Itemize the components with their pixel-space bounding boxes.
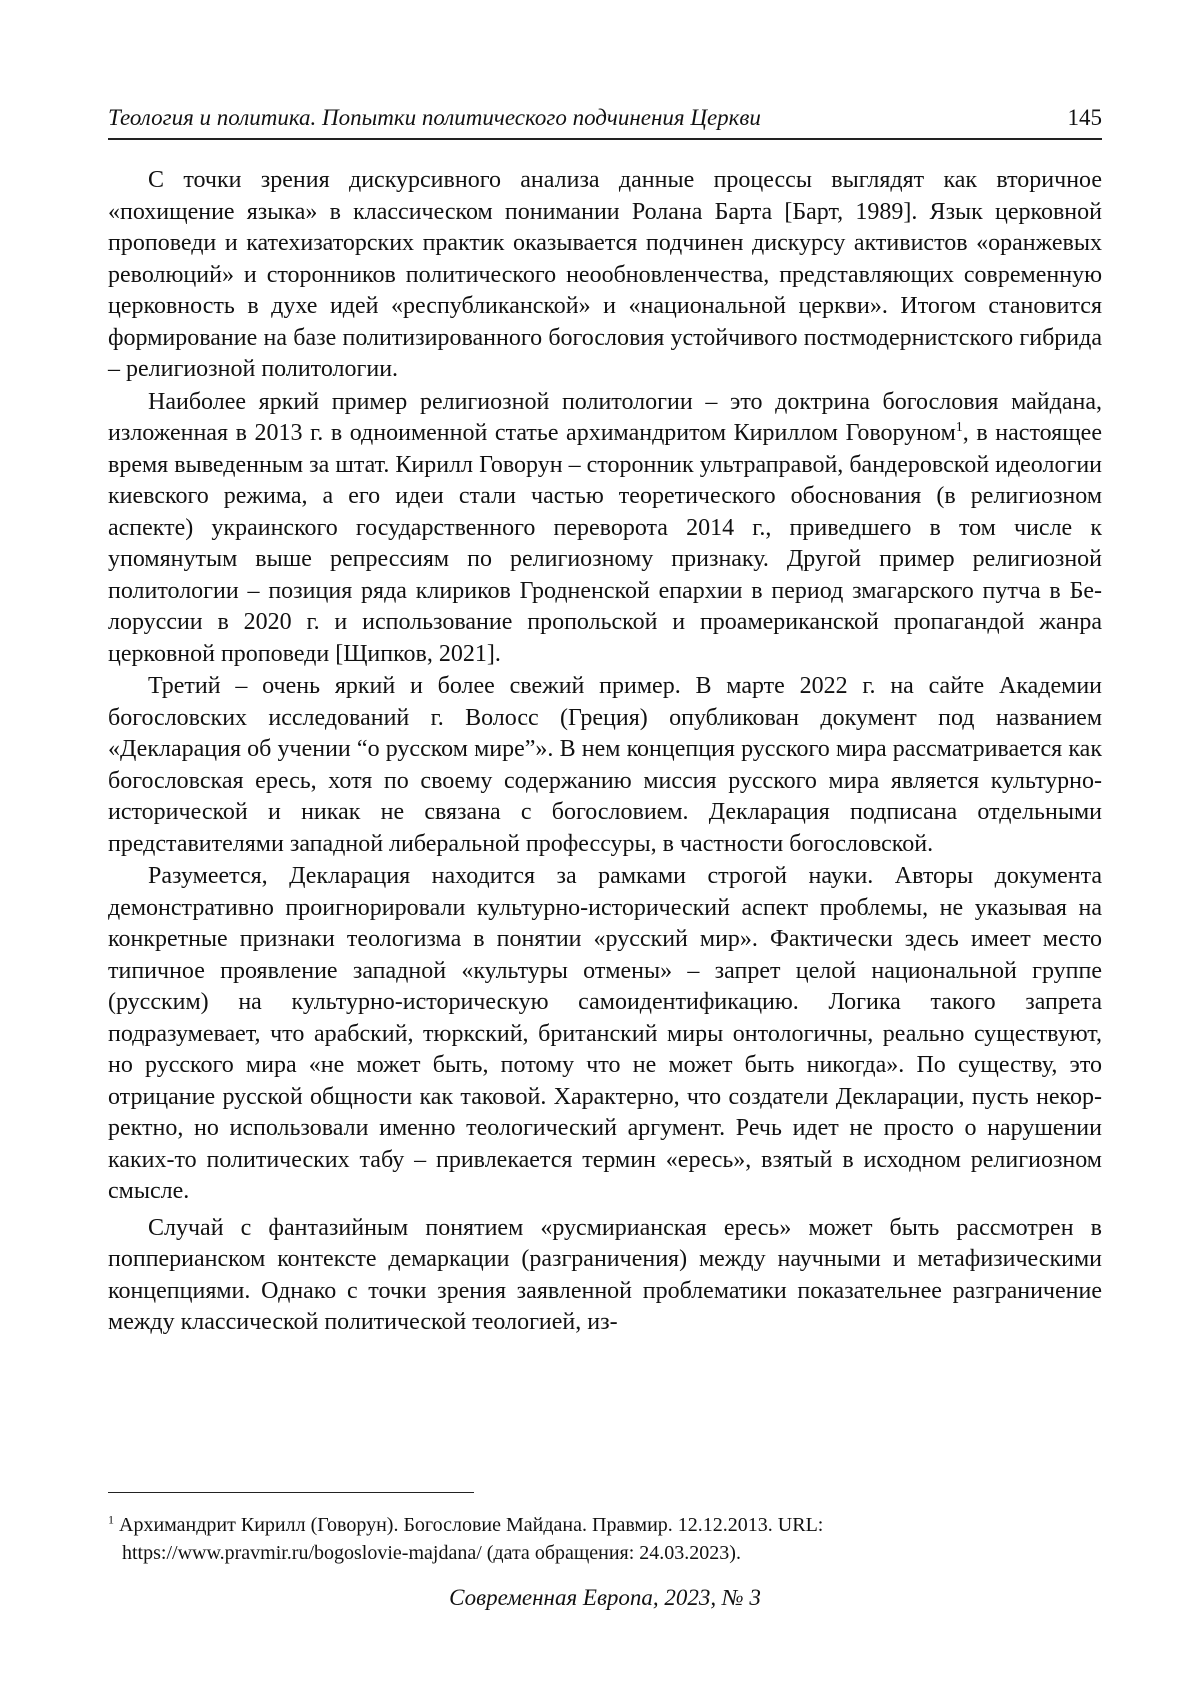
footnote-url[interactable]: https://www.pravmir.ru/bogoslovie-majdana/ (дата обращения: 24.03.2023). (122, 1542, 741, 1564)
paragraph-1: С точки зрения дискурсивного анализа данные процессы выглядят как вторичное «похищение языка» в классическом понимании Ролана Барта [Барт, 1989]. Язык церковной проповеди и катехизаторских практик оказывается подчинен дискурсу активистов «оранжевых революций» и сторонников политического неообновленчества, представляющих современную церковность в духе идей «республиканской» и «национальной церкви». Итогом становится формирование на базе политизированного богословия устойчивого постмодернистского гибрида – религиозной политологии. (108, 167, 1102, 382)
footnote (108, 1511, 1102, 1567)
footnote-divider (108, 1492, 474, 1493)
article-body (108, 165, 1102, 1340)
footnote-line-1 (108, 1511, 1102, 1539)
paragraph-2-part-1: Наиболее яркий пример религиозной политологии – это доктрина богословия майдана, изложенная в 2013 г. в одноименной статье архимандритом Кириллом Говоруном (108, 388, 1102, 446)
paragraph-4: Разумеется, Декларация находится за рамками строгой науки. Авторы документа демонстративно проигнорировали культурно-исторический аспект проблемы, не указывая на конкретные признаки теологизма в понятии «русский мир». Фактически здесь имеет место типичное проявление западной «культуры отмены» – запрет целой национальной группе (русским) на культурно-историческую самоидентификацию. Логика такого запрета подразумевает, что арабский, тюркский, британский миры онтологичны, реально существуют, но русского мира «не может быть, потому что не может быть никогда». По существу, это отрицание русской общности как таковой. Характерно, что создатели Декларации, пусть некорректно, но использовали именно теологический аргумент. Речь идет не просто о нарушении каких-то политических табу – привлекается термин «ересь», взятый в исходном религиозном смысле. (108, 863, 1102, 1204)
running-header (108, 104, 1102, 140)
footnote-number: 1 (108, 1512, 114, 1527)
running-title: Теология и политика. Попытки политического подчинения Церкви (108, 105, 761, 130)
journal-page (108, 0, 1102, 1694)
paragraph-5: Случай с фантазийным понятием «русмирианская ересь» может быть рассмотрен в попперианском контексте демаркации (разграничения) между научными и метафизическими концепциями. Однако с точки зрения заявленной проблематики показательнее разграничение между классической политической теологией, из- (108, 1214, 1102, 1335)
footnote-reference[interactable]: 1 (955, 420, 963, 435)
paragraph-2 (108, 387, 1102, 671)
footnote-text: Архимандрит Кирилл (Говорун). Богословие Майдана. Правмир. 12.12.2013. URL: (114, 1514, 824, 1536)
page-number: 145 (1067, 105, 1102, 130)
running-footer: Современная Европа, 2023, № 3 (449, 1585, 761, 1610)
paragraph-3: Третий – очень яркий и более свежий пример. В марте 2022 г. на сайте Академии богословских исследований г. Волосс (Греция) опубликован документ под названием «Декларация об учении “о русском мире”». В нем концепция русского мира рассматривается как богословская ересь, хотя по своему содержанию миссия русского мира является культурно-исторической и никак не связана с богословием. Декларация подписана отдельными представителями западной либеральной профессуры, в частности богословской. (108, 673, 1102, 857)
paragraph-2-part-2: , в настоящее время выведенным за штат. Кирилл Говорун – сторонник ультраправой, бандеровской идеологии киевского режима, а его идеи стали частью теоретического обоснования (в религиозном аспекте) украинского государственного переворота 2014 г., приведшего в том числе к упомянутым выше репрессиям по религиозному признаку. Другой пример религиозной политологии – позиция ряда клириков Гродненской епархии в период змагарского путча в Белоруссии в 2020 г. и использование пропольской и проамериканской пропагандой жанра церковной проповеди [Щипков, 2021]. (108, 420, 1102, 667)
